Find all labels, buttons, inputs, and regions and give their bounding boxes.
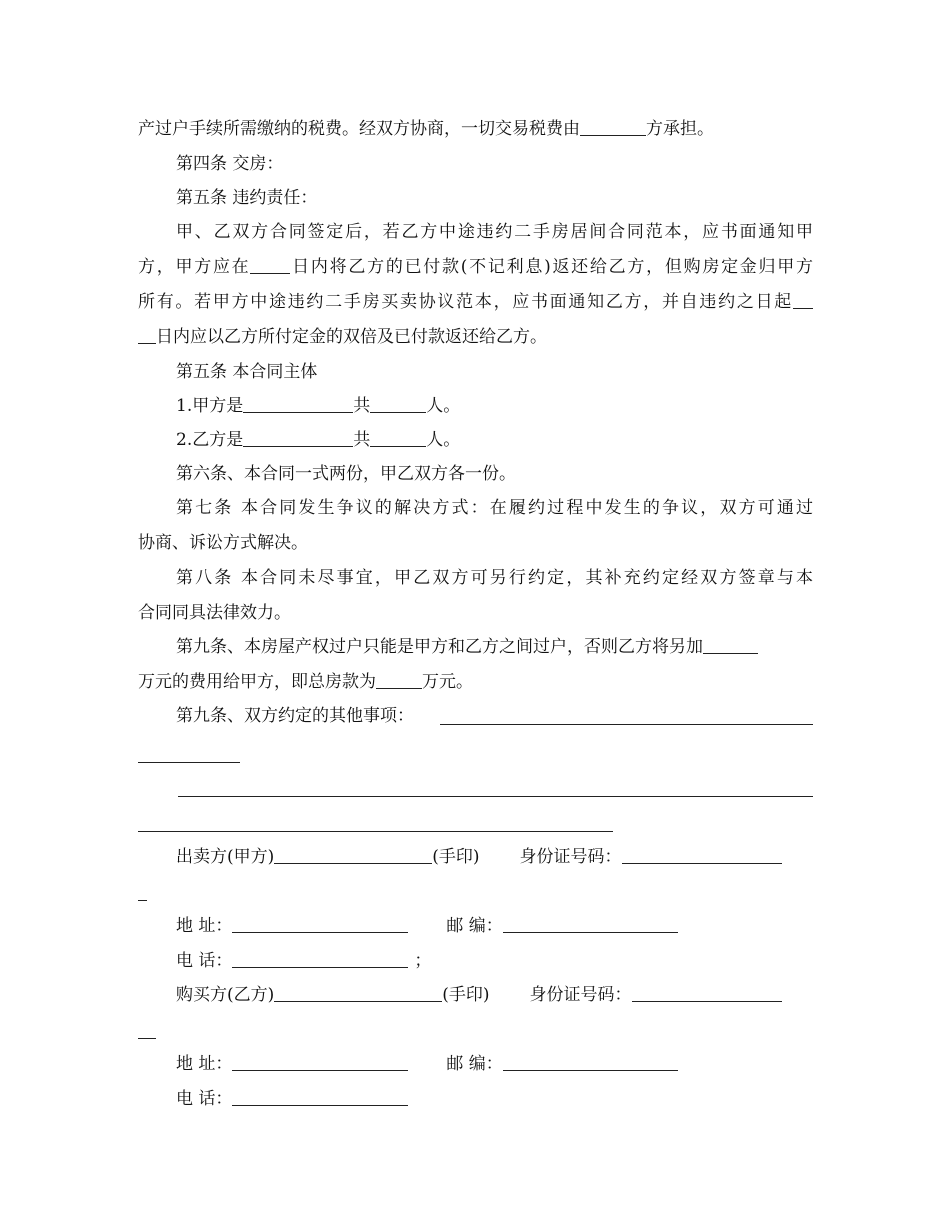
seller-address-blank[interactable] (232, 916, 408, 933)
party-a-line (176, 395, 813, 417)
buyer-phone-label: 电 话： (176, 1089, 233, 1109)
buyer-phone-line (176, 1088, 813, 1110)
party-b-count-blank[interactable] (370, 430, 426, 447)
buyer-id-blank-cont[interactable] (138, 1038, 156, 1039)
seller-phone-line (176, 950, 813, 972)
article-5-breach-heading: 第五条 违约责任： (176, 188, 318, 208)
article-7-line-1: 第七条 本合同发生争议的解决方式：在履约过程中发生的争议，双方可通过 (176, 498, 813, 518)
breach-paragraph-line-2 (138, 256, 813, 278)
seller-seal-label: (手印) (432, 847, 480, 867)
seller-label: 出卖方(甲方) (176, 847, 275, 867)
party-a-count-blank[interactable] (370, 396, 426, 413)
article-4-heading: 第四条 交房： (176, 154, 284, 174)
seller-phone-blank[interactable] (232, 951, 408, 968)
article-9a-line-2 (138, 671, 813, 693)
tax-text: 产过户手续所需缴纳的税费。经双方协商，一切交易税费由 (138, 119, 580, 139)
buyer-address-label: 地 址： (176, 1054, 233, 1074)
buyer-address-line (176, 1053, 813, 1075)
buyer-phone-blank[interactable] (232, 1089, 408, 1106)
semicolon: ； (414, 951, 432, 971)
party-b-line (176, 429, 813, 451)
party-b-unit: 人。 (426, 430, 461, 450)
buyer-signature-line (176, 984, 813, 1006)
seller-phone-label: 电 话： (176, 951, 233, 971)
party-a-name-blank[interactable] (243, 396, 353, 413)
seller-address-line (176, 915, 813, 937)
article-6: 第六条、本合同一式两份，甲乙双方各一份。 (176, 464, 516, 484)
seller-address-label: 地 址： (176, 916, 233, 936)
extra-fee-blank[interactable] (703, 637, 758, 654)
other-matters-blank-2[interactable] (138, 762, 240, 763)
buyer-postcode-label: 邮 编： (446, 1054, 503, 1074)
article-9a-line-1 (176, 636, 813, 658)
article-8-line-2: 合同同具法律效力。 (138, 603, 291, 623)
tax-text-end: 方承担。 (646, 119, 714, 139)
buyer-seal-label: (手印) (442, 985, 490, 1005)
buyer-id-blank[interactable] (632, 985, 782, 1002)
article-7-line-2: 协商、诉讼方式解决。 (138, 533, 308, 553)
buyer-name-blank[interactable] (274, 985, 442, 1002)
seller-signature-line (176, 846, 813, 868)
other-matters-blank-3[interactable] (178, 796, 813, 797)
seller-id-label: 身份证号码： (519, 847, 622, 867)
buyer-address-blank[interactable] (232, 1054, 408, 1071)
buyer-id-label: 身份证号码： (529, 985, 632, 1005)
seller-name-blank[interactable] (274, 847, 432, 864)
article-9a-unit: 万元。 (422, 672, 473, 692)
seller-postcode-blank[interactable] (503, 916, 678, 933)
other-matters-blank-4[interactable] (138, 831, 613, 832)
breach-text: 日内将乙方的已付款(不记利息)返还给乙方，但购房定金归甲方 (290, 257, 814, 277)
total-price-blank[interactable] (376, 672, 422, 689)
party-a-total-label: 共 (353, 396, 371, 416)
breach-text: 方，甲方应在 (138, 257, 251, 277)
seller-breach-days-blank[interactable] (793, 292, 813, 309)
seller-id-blank-cont[interactable] (138, 900, 147, 901)
article-9a-text: 第九条、本房屋产权过户只能是甲方和乙方之间过户，否则乙方将另加 (176, 637, 703, 657)
breach-paragraph-line-4 (138, 326, 813, 348)
seller-breach-days-blank-cont[interactable] (138, 327, 156, 344)
party-b-label: 2.乙方是 (176, 430, 244, 450)
buyer-label: 购买方(乙方) (176, 985, 275, 1005)
seller-postcode-label: 邮 编： (446, 916, 503, 936)
article-8-line-1: 第八条 本合同未尽事宜，甲乙双方可另行约定，其补充约定经双方签章与本 (176, 568, 813, 588)
tax-line (138, 118, 813, 140)
breach-paragraph-line-3 (138, 291, 813, 313)
article-9a-text: 万元的费用给甲方，即总房款为 (138, 672, 376, 692)
party-b-total-label: 共 (353, 430, 371, 450)
buyer-postcode-blank[interactable] (503, 1054, 678, 1071)
breach-text: 所有。若甲方中途违约二手房买卖协议范本，应书面通知乙方，并自违约之日起 (138, 292, 793, 312)
seller-id-blank[interactable] (622, 847, 782, 864)
party-a-label: 1.甲方是 (176, 396, 244, 416)
party-b-name-blank[interactable] (243, 430, 353, 447)
article-5-subject-heading: 第五条 本合同主体 (176, 362, 318, 382)
tax-party-blank[interactable] (580, 119, 646, 136)
other-matters-blank-1[interactable] (440, 724, 813, 725)
party-a-unit: 人。 (426, 396, 461, 416)
breach-text: 日内应以乙方所付定金的双倍及已付款返还给乙方。 (156, 327, 547, 347)
article-9b-text: 第九条、双方约定的其他事项： (176, 706, 414, 726)
breach-paragraph-line-1: 甲、乙双方合同签定后，若乙方中途违约二手房居间合同范本，应书面通知甲 (176, 222, 813, 242)
refund-days-blank[interactable] (250, 257, 290, 274)
